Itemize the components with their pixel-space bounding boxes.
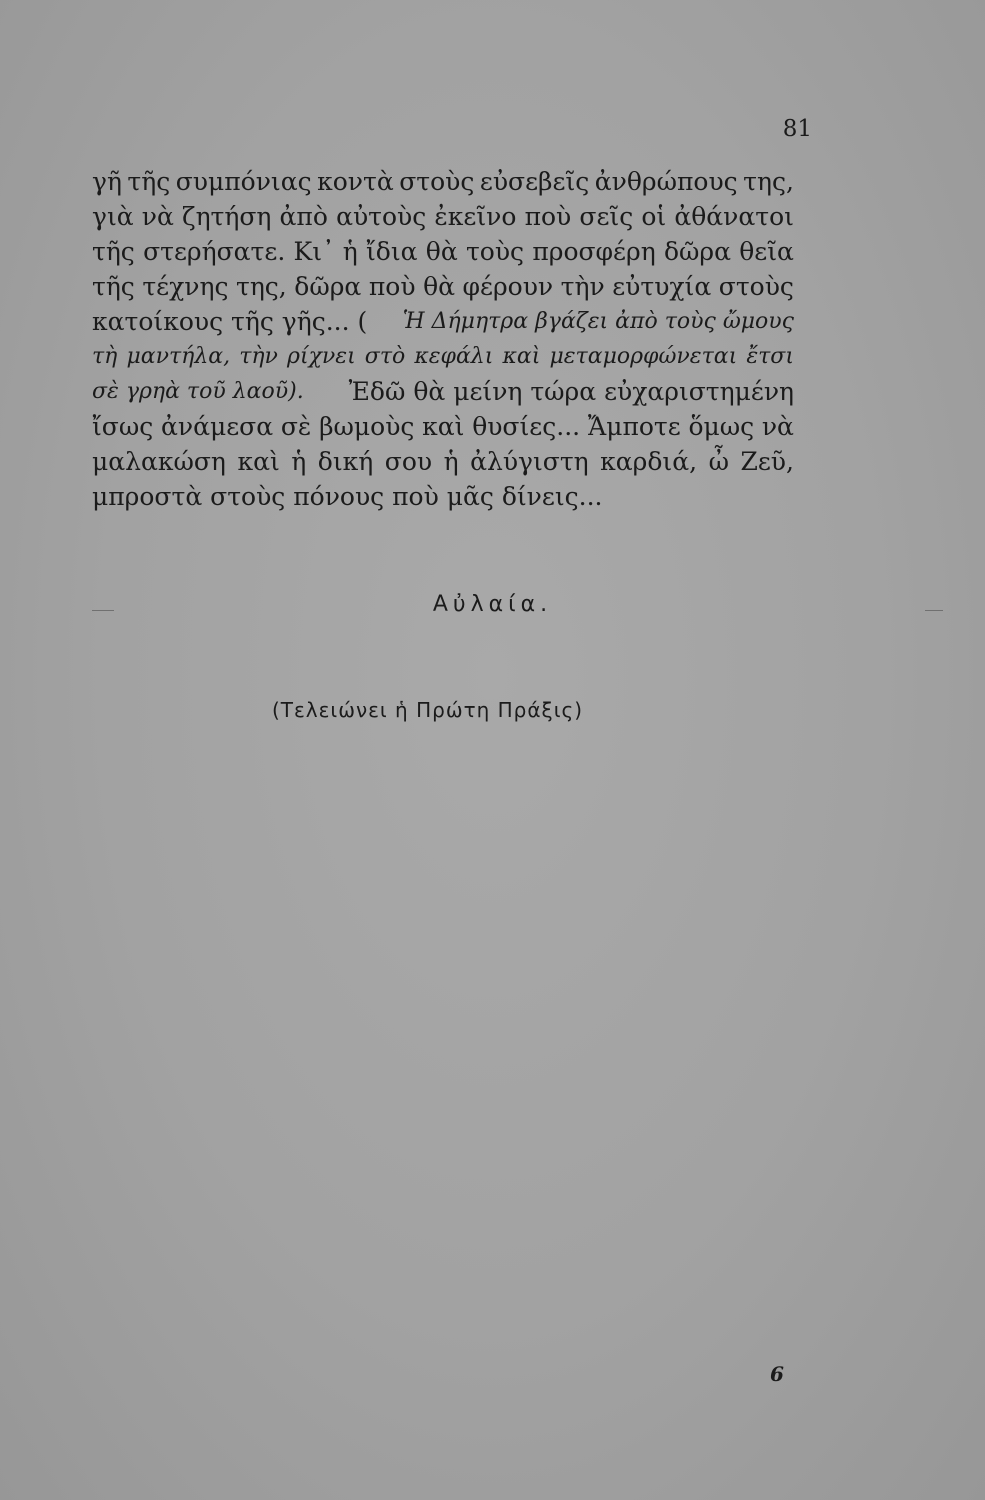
line-text: μπροστὰ στοὺς πόνους ποὺ μᾶς δίνεις... [92,482,603,511]
word: μαλακώση [92,447,226,476]
word: βωμοὺς [319,412,415,441]
word: ἐκεῖνο [434,202,517,231]
word: γῆ [92,167,122,196]
word: στοὺς [718,272,794,301]
word: ρίχνει [287,344,356,369]
word: Κι᾿ [293,237,335,266]
word: οἱ [641,202,667,231]
word: ποὺ [368,272,416,301]
word: δική [317,447,374,476]
text-line-7 [92,374,794,409]
word: κεφάλι [414,344,494,369]
word: τῆς [127,167,171,196]
word: ἀνάμεσα [161,412,274,441]
text-line-2 [92,199,794,234]
end-of-act-note: (Τελειώνει ἡ Πρώτη Πράξις) [271,698,584,722]
word: τῆς [92,272,135,301]
word: στοὺς [399,167,475,196]
word: Ἄμποτε [587,412,681,441]
page-number: 81 [782,116,812,142]
word: στὸ [364,344,406,369]
word: τὴν [560,272,605,301]
word: καρδιά, [600,447,698,476]
word: ἀνθρώπους [594,167,738,196]
text-line-8 [92,409,794,444]
word: ποὺ [524,202,572,231]
text-line-3 [92,234,794,269]
word: εὐσεβεῖς [479,167,590,196]
word: ἀπὸ [279,202,328,231]
word: καὶ [422,412,465,441]
text-line-9 [92,444,794,479]
word: ἴδια [365,237,418,266]
word: σου [384,447,433,476]
word: κοντὰ [317,167,394,196]
word: μαντήλα, [126,344,231,369]
line-text-normal: Ἐδῶ θὰ μείνη τώρα εὐχαριστημένη [348,377,794,406]
word: τέχνης [142,272,229,301]
text-line-4 [92,269,794,304]
curtain-heading: Αὐλαία. [432,592,553,617]
word: ἀθάνατοι [674,202,794,231]
word: σὲ [280,412,312,441]
word: νὰ [141,202,174,231]
word: καὶ [502,344,541,369]
word: Ζεῦ, [740,447,794,476]
word: δῶρα [294,272,362,301]
word: φέρουν [462,272,554,301]
word: στερήσατε. [143,237,286,266]
word: καὶ [237,447,280,476]
stage-direction-end: σὲ γρηὰ τοῦ λαοῦ). [92,379,304,404]
word: θὰ [423,272,455,301]
word: θὰ [425,237,458,266]
word: τῆς [92,237,135,266]
word: ἴσως [92,412,154,441]
word: σεῖς [579,202,634,231]
text-line-5 [92,304,794,339]
word: της, [235,272,287,301]
signature-mark: 6 [770,1362,784,1386]
text-line-1 [92,164,794,199]
text-line-6 [92,339,794,374]
word: γιὰ [92,202,134,231]
word: ἡ [342,237,358,266]
word: ἀλύγιστη [470,447,589,476]
word: νὰ [761,412,794,441]
word: εὐτυχία [612,272,712,301]
word: αὐτοὺς [336,202,427,231]
body-text [92,164,794,514]
word: ἔτσι [746,344,794,369]
word: ζητήση [182,202,272,231]
word: ἡ [291,447,307,476]
word: δῶρα [663,237,731,266]
word: τὴ [92,344,118,369]
line-text-normal: κατοίκους τῆς γῆς... ( [92,307,368,336]
word: προσφέρη [532,237,656,266]
word: της, [743,167,794,196]
text-line-10 [92,479,794,514]
word: θεῖα [739,237,794,266]
word: ἡ [443,447,459,476]
stage-direction-start: Ἡ Δήμητρα βγάζει ἀπὸ τοὺς ὤμους [402,309,794,334]
word: συμπόνιας [175,167,312,196]
word: μεταμορφώνεται [549,344,738,369]
word: θυσίες... [472,412,581,441]
word: τοὺς [465,237,525,266]
word: τὴν [239,344,278,369]
word: ὅμως [688,412,755,441]
word: ὦ [708,447,729,476]
margin-mark [925,610,943,611]
